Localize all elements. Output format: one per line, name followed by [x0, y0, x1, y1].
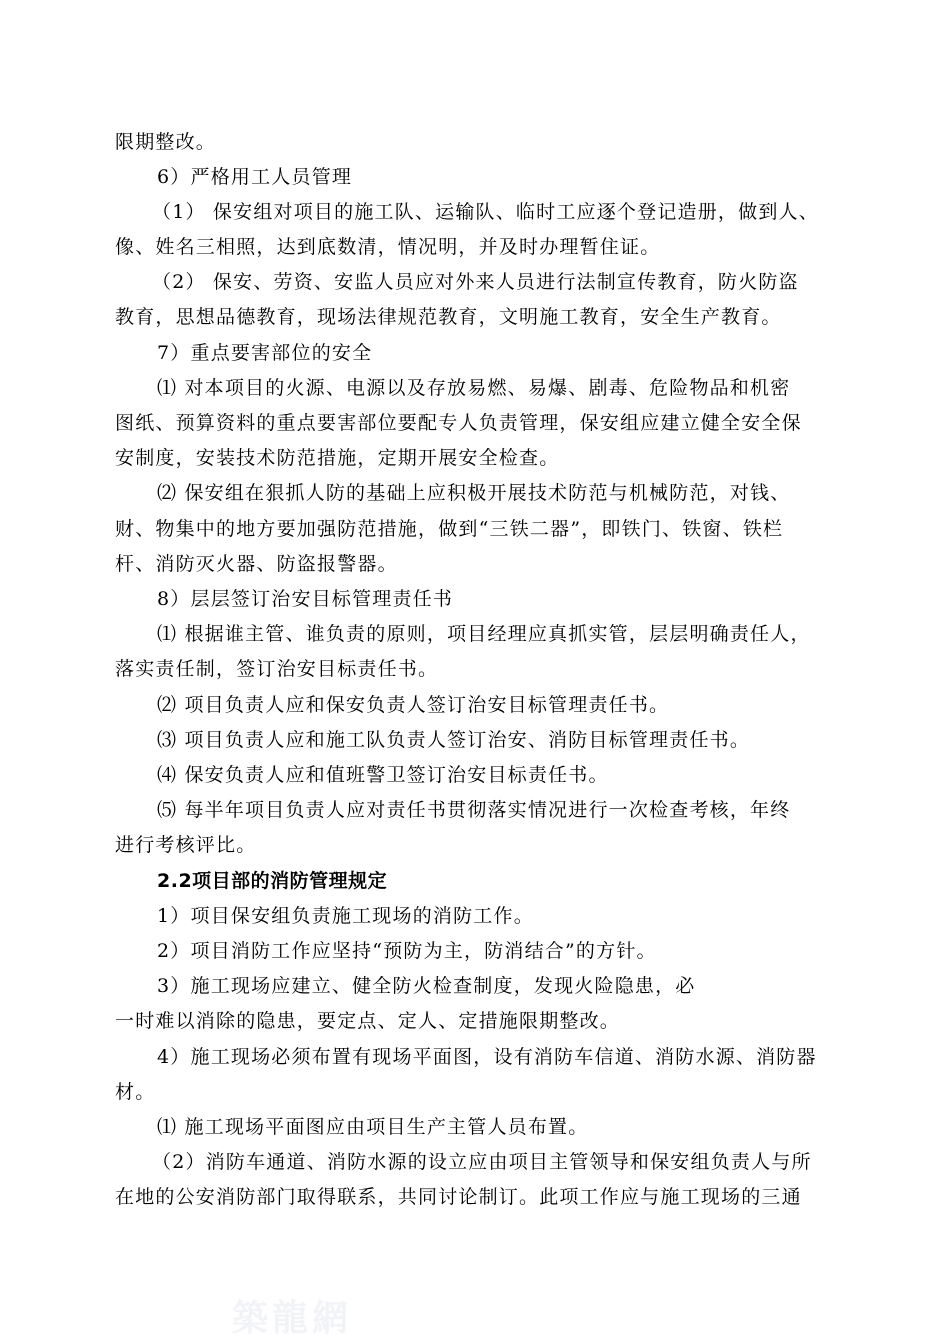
- item-heading: 8）层层签订治安目标管理责任书: [157, 588, 454, 610]
- text-line: 2）项目消防工作应坚持“预防为主，防消结合”的方针。: [157, 940, 657, 962]
- text-line: （1） 保安组对项目的施工队、运输队、临时工应逐个登记造册，做到人、: [152, 201, 819, 223]
- watermark-logo: 築龍網: [232, 1298, 353, 1339]
- text-line: ⑸ 每半年项目负责人应对责任书贯彻落实情况进行一次检查考核，年终: [157, 799, 791, 821]
- text-line: ⑶ 项目负责人应和施工队负责人签订治安、消防目标管理责任书。: [157, 729, 751, 751]
- text-line: ⑵ 保安组在狠抓人防的基础上应积极开展技术防范与机械防范，对钱、: [157, 482, 791, 504]
- text-line: ⑴ 施工现场平面图应由项目生产主管人员布置。: [157, 1116, 589, 1138]
- text-line: 一时难以消除的隐患，要定点、定人、定措施限期整改。: [115, 1010, 621, 1032]
- text-line: 4）施工现场必须布置有现场平面图，设有消防车信道、消防水源、消防器: [157, 1046, 817, 1068]
- text-line: 教育，思想品德教育，现场法律规范教育，文明施工教育，安全生产教育。: [115, 306, 782, 328]
- text-line: ⑷ 保安负责人应和值班警卫签订治安目标责任书。: [157, 764, 609, 786]
- item-heading: 7）重点要害部位的安全: [157, 342, 373, 364]
- text-line: ⑴ 对本项目的火源、电源以及存放易燃、易爆、剧毒、危险物品和机密: [157, 377, 791, 399]
- text-line: 进行考核评比。: [115, 834, 257, 856]
- section-heading: 2.2项目部的消防管理规定: [157, 870, 388, 892]
- text-line: 杆、消防灭火器、防盗报警器。: [115, 553, 398, 575]
- text-line: 像、姓名三相照，达到底数清，情况明，并及时办理暂住证。: [115, 236, 661, 258]
- text-line: 3）施工现场应建立、健全防火检查制度，发现火险隐患，必: [157, 975, 696, 997]
- text-line: 财、物集中的地方要加强防范措施，做到“三铁二器”，即铁门、铁窗、铁栏: [115, 518, 784, 540]
- text-line: 材。: [115, 1081, 156, 1103]
- text-line: （2） 保安、劳资、安监人员应对外来人员进行法制宣传教育，防火防盗: [152, 271, 799, 293]
- text-line: 安制度，安装技术防范措施，定期开展安全检查。: [115, 447, 560, 469]
- text-line: 落实责任制，签订治安目标责任书。: [115, 658, 439, 680]
- text-line: 限期整改。: [115, 131, 217, 153]
- text-line: 1）项目保安组负责施工现场的消防工作。: [157, 905, 534, 927]
- text-line: （2）消防车通道、消防水源的设立应由项目主管领导和保安组负责人与所: [152, 1151, 812, 1173]
- text-line: 在地的公安消防部门取得联系，共同讨论制订。此项工作应与施工现场的三通: [115, 1186, 802, 1208]
- text-line: ⑵ 项目负责人应和保安负责人签订治安目标管理责任书。: [157, 694, 670, 716]
- text-line: 图纸、预算资料的重点要害部位要配专人负责管理，保安组应建立健全安全保: [115, 412, 802, 434]
- text-line: ⑴ 根据谁主管、谁负责的原则，项目经理应真抓实管，层层明确责任人，: [157, 623, 811, 645]
- item-heading: 6）严格用工人员管理: [157, 166, 353, 188]
